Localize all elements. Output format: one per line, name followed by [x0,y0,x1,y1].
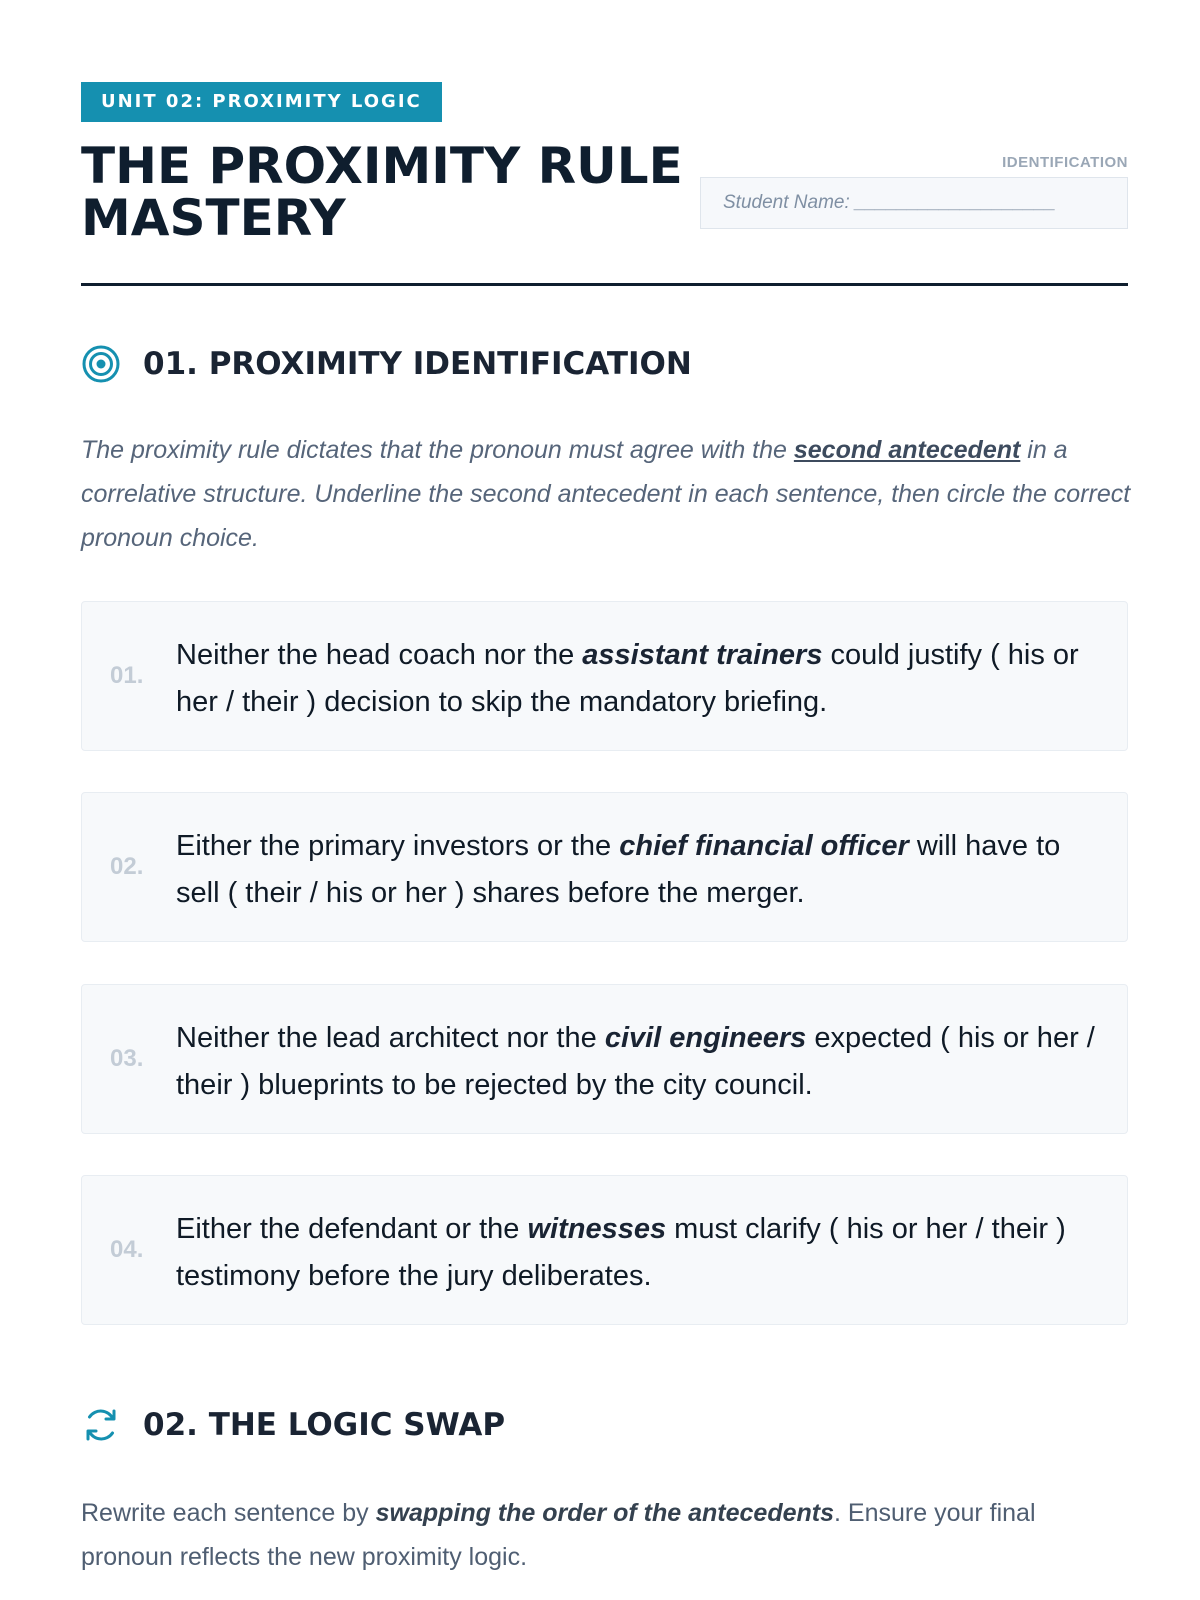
item-sentence [176,1206,1106,1300]
unit-badge: UNIT 02: PROXIMITY LOGIC [81,82,442,122]
section-1-heading: 01. PROXIMITY IDENTIFICATION [143,346,692,382]
page-title [81,137,701,247]
section-2-header [81,1405,505,1445]
title-line-2: MASTERY [81,189,346,247]
student-name-field[interactable]: Student Name: ___________________ [700,177,1128,229]
item-sentence [176,632,1106,726]
second-antecedent: civil engineers [604,1022,807,1054]
sentence-start: Either the defendant or the [176,1213,528,1245]
item-number: 04. [110,1236,144,1263]
intro-emphasis: second antecedent [793,436,1021,464]
instr-emphasis: swapping the order of the antecedents [375,1499,835,1527]
section-1-header [81,344,692,384]
instr-text-start: Rewrite each sentence by [81,1499,376,1527]
identification-label: IDENTIFICATION [1002,154,1128,171]
exercise-item [81,984,1128,1134]
target-icon [81,344,121,384]
title-line-1: THE PROXIMITY RULE [81,137,683,195]
sentence-start: Either the primary investors or the [176,830,620,862]
second-antecedent: chief financial officer [619,830,909,862]
sentence-end: could justify ( his or her / their ) decision to skip the mandatory briefing. [176,639,1079,718]
section-1-intro [81,428,1131,560]
section-2-heading: 02. THE LOGIC SWAP [143,1407,506,1443]
intro-text-end: in a correlative structure. Underline the second antecedent in each sentence, then circle the correct pronoun choice. [81,436,1131,552]
sentence-end: will have to sell ( their / his or her ) shares before the merger. [176,830,1061,909]
intro-text-start: The proximity rule dictates that the pronoun must agree with the [81,436,794,464]
section-2-instructions [81,1491,1131,1579]
exercise-item [81,1175,1128,1325]
sentence-end: expected ( his or her / their ) blueprints to be rejected by the city council. [176,1022,1095,1101]
item-number: 01. [110,662,144,689]
item-sentence [176,823,1106,917]
item-number: 03. [110,1045,144,1072]
exercise-item [81,601,1128,751]
item-sentence [176,1015,1106,1109]
item-number: 02. [110,853,144,880]
refresh-icon [81,1405,121,1445]
second-antecedent: assistant trainers [582,639,823,671]
second-antecedent: witnesses [527,1213,667,1245]
sentence-start: Neither the lead architect nor the [176,1022,605,1054]
instr-text-end: . Ensure your final pronoun reflects the new proximity logic. [81,1499,1036,1571]
sentence-end: must clarify ( his or her / their ) testimony before the jury deliberates. [176,1213,1066,1292]
exercise-item [81,792,1128,942]
sentence-start: Neither the head coach nor the [176,639,583,671]
header-divider [81,283,1128,286]
